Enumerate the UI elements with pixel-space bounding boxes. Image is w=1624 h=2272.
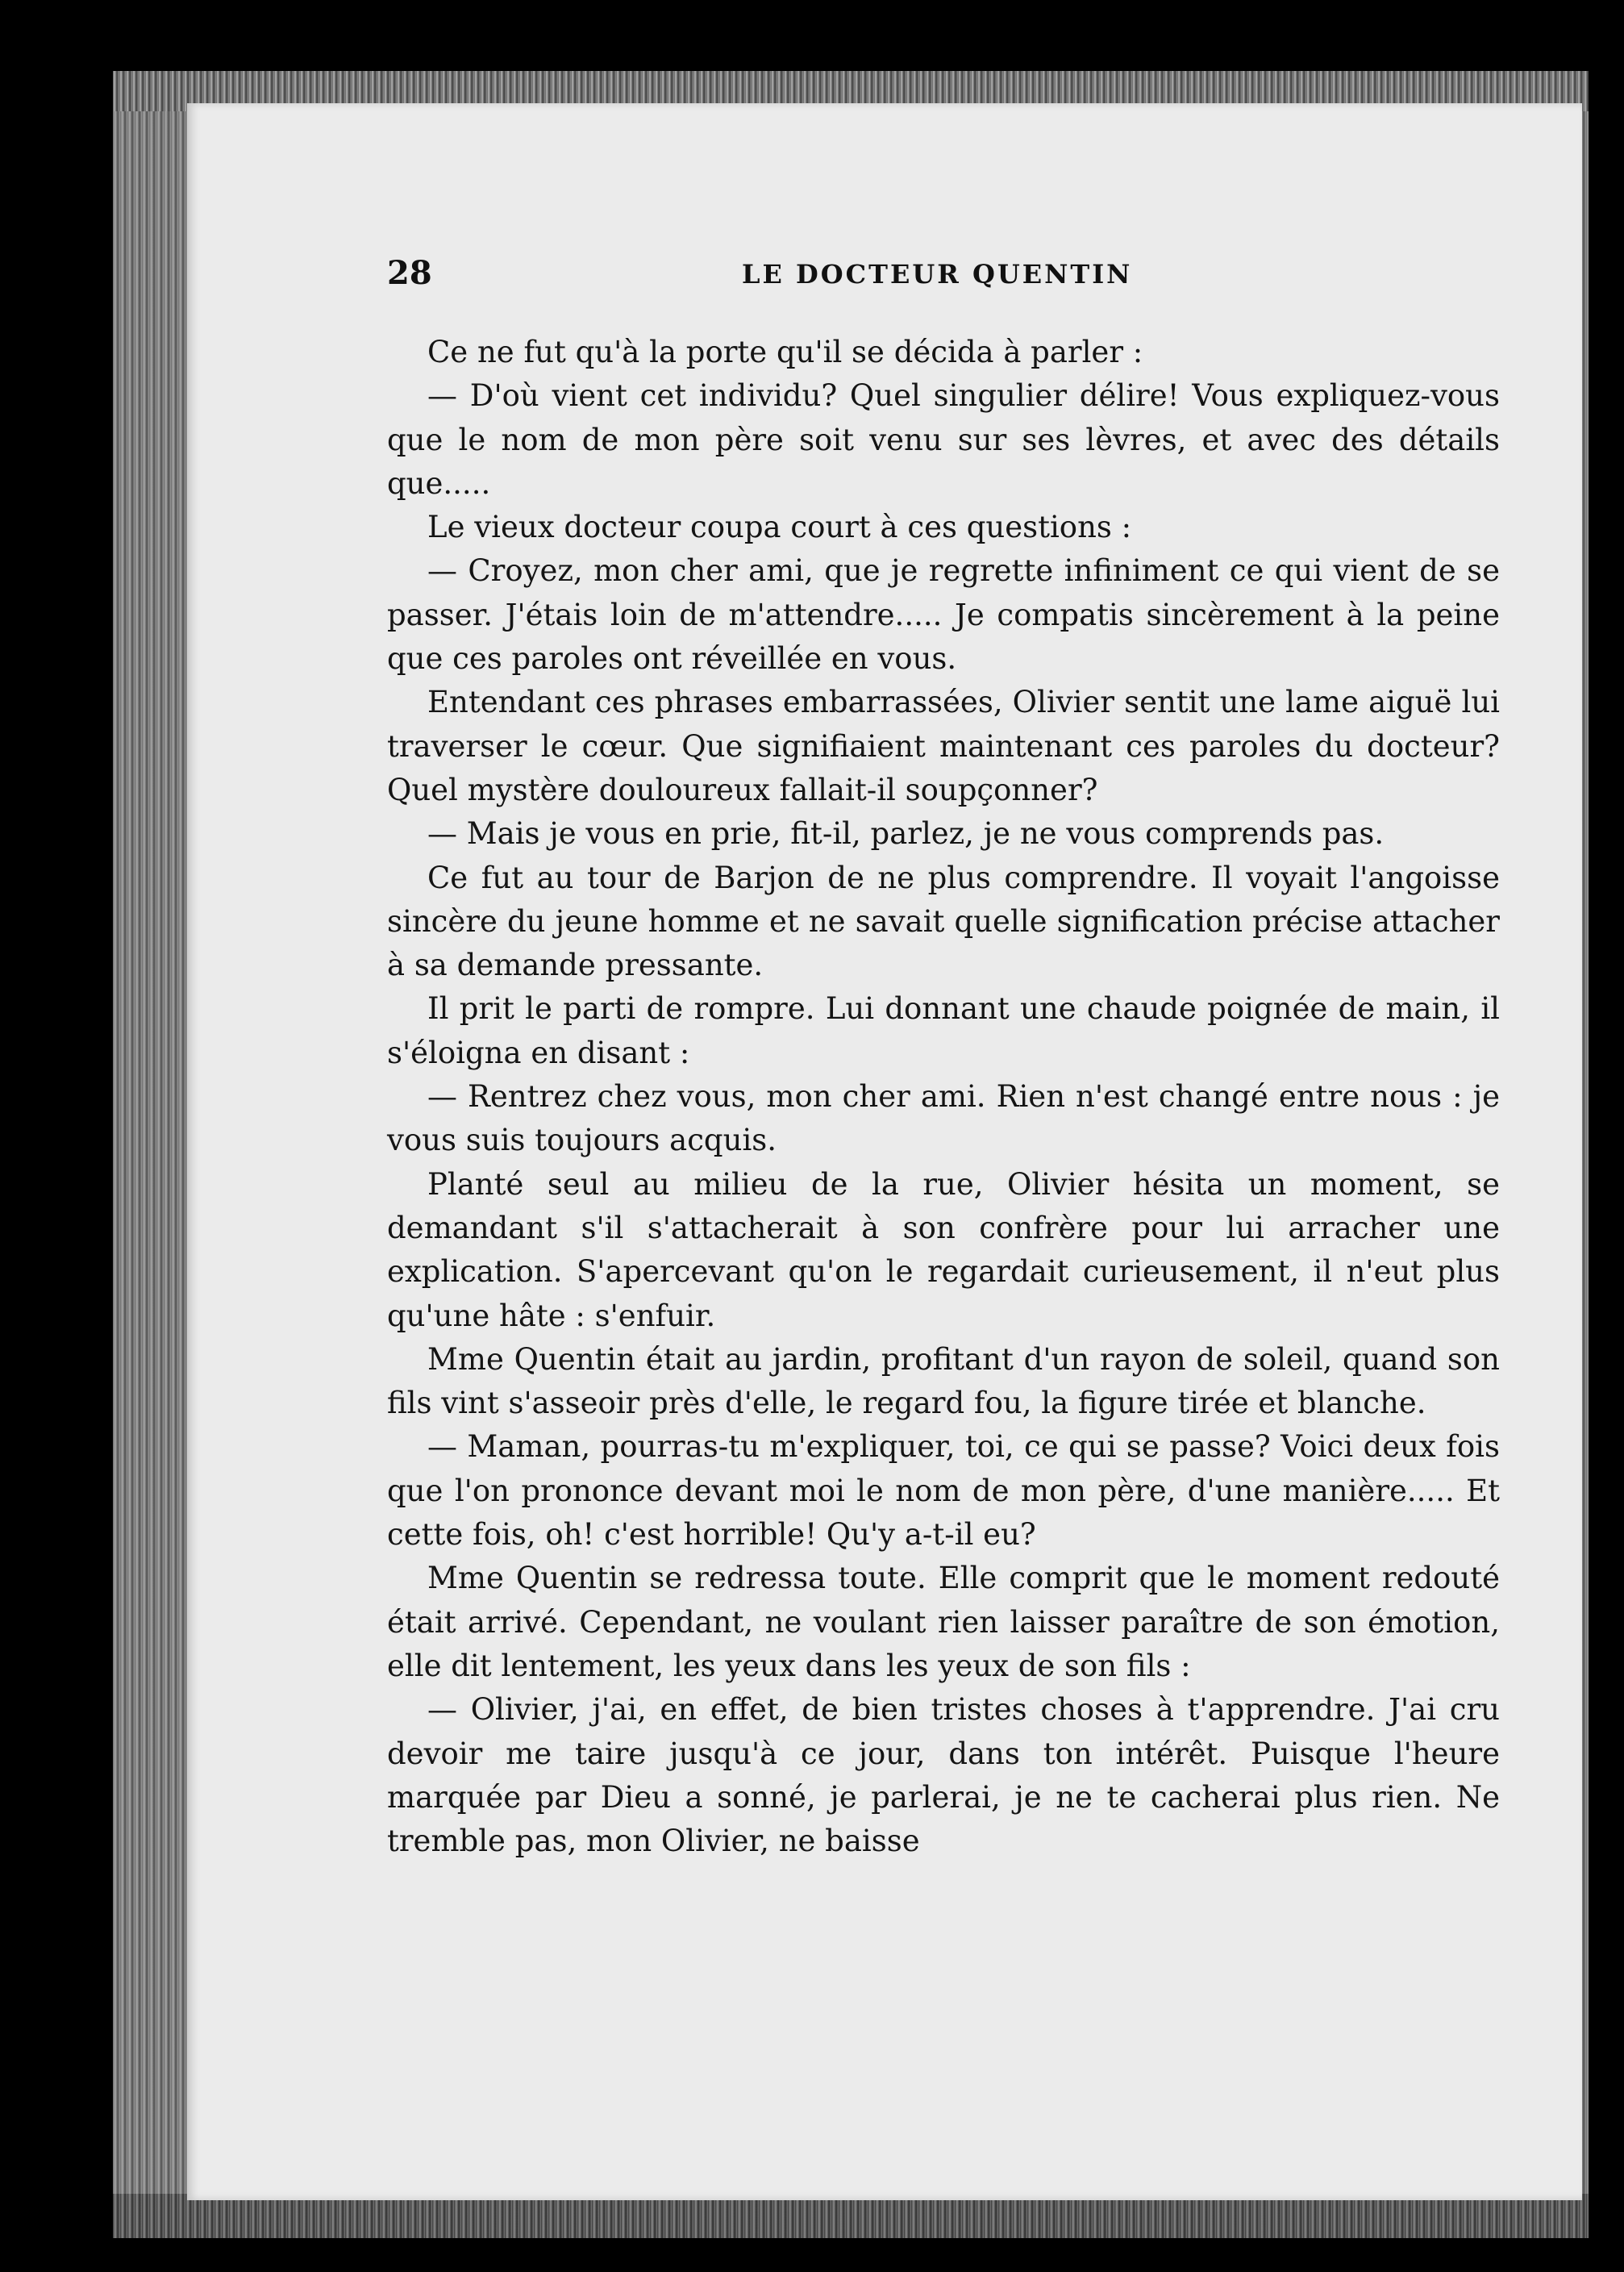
paragraph: — Rentrez chez vous, mon cher ami. Rien n'est changé entre nous : je vous suis toujours acquis. [387, 1079, 1500, 1158]
book-title: LE DOCTEUR QUENTIN [742, 259, 1133, 290]
paragraph: — Croyez, mon cher ami, que je regrette infiniment ce qui vient de se passer. J'étais loin de m'attendre..... Je compatis sincèrement à la peine que ces paroles ont réveillée en vous. [387, 553, 1500, 677]
body-text [387, 331, 1500, 1863]
paragraph: Ce fut au tour de Barjon de ne plus comprendre. Il voyait l'angoisse sincère du jeune homme et ne savait quelle signification précise attacher à sa demande pressante. [387, 860, 1500, 983]
page-number: 28 [387, 254, 432, 292]
paragraph: — Mais je vous en prie, fit-il, parlez, je ne vous comprends pas. [427, 816, 1385, 852]
paragraph: Planté seul au milieu de la rue, Olivier hésita un moment, se demandant s'il s'attacherait à son confrère pour lui arracher une explication. S'apercevant qu'on le regardait curieusement, il n'eut plus qu'une hâte : s'enfuir. [387, 1166, 1500, 1333]
paragraph: Mme Quentin était au jardin, profitant d'un rayon de soleil, quand son fils vint s'asseoir près d'elle, le regard fou, la figure tirée et blanche. [387, 1341, 1500, 1421]
paragraph: — Maman, pourras-tu m'expliquer, toi, ce qui se passe? Voici deux fois que l'on prononce devant moi le nom de mon père, d'une manière..... Et cette fois, oh! c'est horrible! Qu'y a-t-il eu? [387, 1429, 1500, 1553]
paragraph: Il prit le parti de rompre. Lui donnant une chaude poignée de main, il s'éloigna en disant : [387, 991, 1500, 1070]
paragraph: — Olivier, j'ai, en effet, de bien tristes choses à t'apprendre. J'ai cru devoir me taire jusqu'à ce jour, dans ton intérêt. Puisque l'heure marquée par Dieu a sonné, je parlerai, je ne te cacherai plus rien. Ne tremble pas, mon Olivier, ne baisse [387, 1692, 1500, 1859]
running-head [387, 254, 1193, 302]
paragraph: — D'où vient cet individu? Quel singulier délire! Vous expliquez-vous que le nom de mon père soit venu sur ses lèvres, et avec des détails que..... [387, 378, 1500, 501]
paragraph: Le vieux docteur coupa court à ces questions : [427, 510, 1132, 545]
book-edge-bottom [113, 2194, 1589, 2238]
paragraph: Mme Quentin se redressa toute. Elle comprit que le moment redouté était arrivé. Cependant, ne voulant rien laisser paraître de son émotion, elle dit lentement, les yeux dans les yeux de son fils : [387, 1561, 1500, 1683]
paragraph: Entendant ces phrases embarrassées, Olivier sentit une lame aiguë lui traverser le cœur. Que signifiaient maintenant ces paroles du docteur? Quel mystère douloureux fallait-il soupçonner? [387, 685, 1500, 807]
paragraph: Ce ne fut qu'à la porte qu'il se décida à parler : [427, 335, 1143, 369]
